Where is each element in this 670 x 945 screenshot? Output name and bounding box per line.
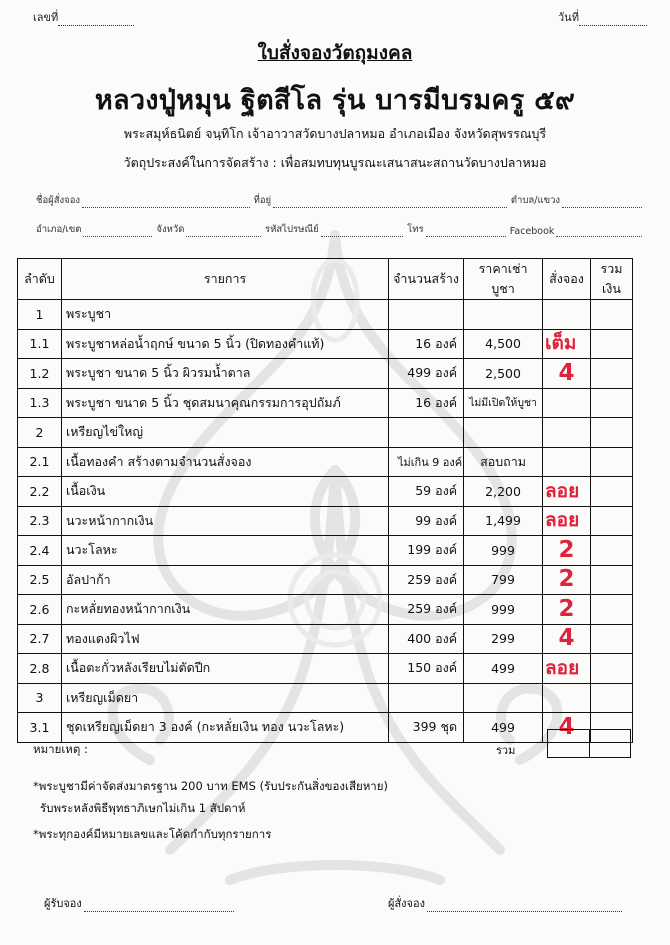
row-price: 999: [464, 536, 543, 566]
row-number: 1.2: [18, 359, 62, 389]
row-price: 499: [464, 654, 543, 684]
row-item: นวะหน้ากากเงิน: [61, 506, 388, 536]
row-quantity: [389, 683, 464, 713]
row-quantity: [389, 300, 464, 330]
row-order-mark: 2: [543, 565, 591, 595]
table-row: [18, 595, 633, 625]
table-row: [18, 565, 633, 595]
row-order-mark: [543, 683, 591, 713]
row-number: 3.1: [18, 713, 62, 743]
date-field: วันที่: [558, 8, 647, 26]
row-item: พระบูชา ขนาด 5 นิ้ว ชุดสมนาคุณกรรมการอุปถัมภ์: [61, 388, 388, 418]
note-3: *พระทุกองค์มีหมายเลขและโค้ดกำกับทุกรายการ: [33, 827, 272, 841]
row-item: เหรียญเม็ดยา: [61, 683, 388, 713]
col-header-price: ราคาเช่าบูชา: [464, 259, 543, 300]
row-price: [464, 683, 543, 713]
receiver-signature: ผู้รับจอง: [44, 894, 234, 912]
row-total: [591, 447, 633, 477]
subdistrict-field: ตำบล/แขวง: [511, 193, 642, 208]
total-label: รวม: [496, 744, 516, 757]
row-number: 2.6: [18, 595, 62, 625]
row-total: [591, 683, 633, 713]
row-number: 2.8: [18, 654, 62, 684]
notes-heading: หมายเหตุ :: [33, 742, 88, 756]
row-price: [464, 418, 543, 448]
district-field: อำเภอ/เขต: [36, 222, 152, 237]
row-number: 2.1: [18, 447, 62, 477]
row-number: 2.3: [18, 506, 62, 536]
row-number: 1.1: [18, 329, 62, 359]
row-quantity: [389, 418, 464, 448]
table-row: [18, 477, 633, 507]
row-total: [591, 506, 633, 536]
row-number: 3: [18, 683, 62, 713]
row-quantity: 59 องค์: [389, 477, 464, 507]
row-order-mark: 4: [543, 624, 591, 654]
row-price: 2,200: [464, 477, 543, 507]
purpose-line: วัตถุประสงค์ในการจัดสร้าง : เพื่อสมทบทุนบูรณะเสนาสนะสถานวัดบางปลาหมอ: [123, 155, 547, 170]
table-row: [18, 300, 633, 330]
row-quantity: 99 องค์: [389, 506, 464, 536]
row-quantity: 400 องค์: [389, 624, 464, 654]
row-number: 1: [18, 300, 62, 330]
row-item: เนื้อเงิน: [61, 477, 388, 507]
row-item: ทองแดงผิวไฟ: [61, 624, 388, 654]
col-header-order: สั่งจอง: [543, 259, 591, 300]
row-item: พระบูชา ขนาด 5 นิ้ว ผิวรมน้ำตาล: [61, 359, 388, 389]
row-order-mark: ลอย: [543, 654, 591, 684]
row-order-mark: ลอย: [543, 477, 591, 507]
col-header-quantity: จำนวนสร้าง: [389, 259, 464, 300]
row-quantity: 259 องค์: [389, 595, 464, 625]
table-row: [18, 388, 633, 418]
row-number: 2: [18, 418, 62, 448]
row-total: [591, 300, 633, 330]
col-header-total: รวมเงิน: [591, 259, 633, 300]
organizer-line: พระสมุห์ธนิตย์ จนฺทิโก เจ้าอาวาสวัดบางปลาหมอ อำเภอเมือง จังหวัดสุพรรณบุรี: [123, 126, 547, 141]
address-row-1: [36, 193, 642, 208]
row-number: 2.5: [18, 565, 62, 595]
orderer-name-field: ชื่อผู้สั่งจอง: [36, 193, 250, 208]
row-quantity: 199 องค์: [389, 536, 464, 566]
row-total: [591, 536, 633, 566]
row-order-mark: [543, 418, 591, 448]
note-2: รับพระหลังพิธีพุทธาภิเษกไม่เกิน 1 สัปดาห์: [40, 801, 246, 815]
row-item: เนื้อตะกั่วหลังเรียบไม่ตัดปีก: [61, 654, 388, 684]
orderer-signature: ผู้สั่งจอง: [388, 894, 622, 912]
row-price: 499: [464, 713, 543, 743]
row-item: เนื้อทองคำ สร้างตามจำนวนสั่งจอง: [61, 447, 388, 477]
row-order-mark: 2: [543, 595, 591, 625]
note-1: *พระบูชามีค่าจัดส่งมาตรฐาน 200 บาท EMS (รับประกันสิ่งของเสียหาย): [33, 779, 388, 793]
row-total: [591, 595, 633, 625]
row-item: อัลปาก้า: [61, 565, 388, 595]
total-box: [547, 729, 631, 758]
row-quantity: 16 องค์: [389, 388, 464, 418]
row-order-mark: [543, 300, 591, 330]
table-row: [18, 418, 633, 448]
doc-number-field: เลขที่: [33, 8, 134, 26]
row-item: กะหลั่ยทองหน้ากากเงิน: [61, 595, 388, 625]
row-order-mark: [543, 388, 591, 418]
row-order-mark: 4: [543, 713, 591, 743]
province-field: จังหวัด: [156, 222, 261, 237]
row-quantity: 259 องค์: [389, 565, 464, 595]
table-row: [18, 683, 633, 713]
edition-title: หลวงปู่หมุน ฐิตสีโล รุ่น บารมีบรมครู ๕๙: [94, 85, 576, 116]
row-number: 2.7: [18, 624, 62, 654]
items-table: [17, 258, 633, 743]
row-item: พระบูชาหล่อน้ำฤกษ์ ขนาด 5 นิ้ว (ปิดทองคำแท้): [61, 329, 388, 359]
table-row: [18, 359, 633, 389]
table-row: [18, 624, 633, 654]
row-quantity: 16 องค์: [389, 329, 464, 359]
row-number: 1.3: [18, 388, 62, 418]
table-row: [18, 329, 633, 359]
row-price: 999: [464, 595, 543, 625]
phone-field: โทร: [407, 222, 506, 237]
col-header-no: ลำดับ: [18, 259, 62, 300]
row-item: นวะโลหะ: [61, 536, 388, 566]
row-price: 2,500: [464, 359, 543, 389]
col-header-item: รายการ: [61, 259, 388, 300]
row-total: [591, 624, 633, 654]
row-quantity: 150 องค์: [389, 654, 464, 684]
table-row: [18, 713, 633, 743]
address-row-2: [36, 222, 642, 237]
row-order-mark: เต็ม: [543, 329, 591, 359]
row-item: ชุดเหรียญเม็ดยา 3 องค์ (กะหลั่ยเงิน ทอง นวะโลหะ): [61, 713, 388, 743]
row-total: [591, 359, 633, 389]
row-number: 2.4: [18, 536, 62, 566]
row-quantity: 499 องค์: [389, 359, 464, 389]
row-total: [591, 329, 633, 359]
table-row: [18, 536, 633, 566]
row-total: [591, 388, 633, 418]
row-price: 299: [464, 624, 543, 654]
table-row: [18, 447, 633, 477]
row-price: ไม่มีเปิดให้บูชา: [464, 388, 543, 418]
row-order-mark: ลอย: [543, 506, 591, 536]
row-price: [464, 300, 543, 330]
row-order-mark: 2: [543, 536, 591, 566]
row-number: 2.2: [18, 477, 62, 507]
table-header-row: [18, 259, 633, 300]
row-price: 4,500: [464, 329, 543, 359]
row-quantity: 399 ชุด: [389, 713, 464, 743]
row-price: 1,499: [464, 506, 543, 536]
table-row: [18, 654, 633, 684]
row-price: 799: [464, 565, 543, 595]
table-row: [18, 506, 633, 536]
address-field: ที่อยู่: [254, 193, 507, 208]
row-order-mark: [543, 447, 591, 477]
row-price: สอบถาม: [464, 447, 543, 477]
postcode-field: รหัสไปรษณีย์: [265, 222, 403, 237]
row-total: [591, 418, 633, 448]
row-total: [591, 565, 633, 595]
row-order-mark: 4: [543, 359, 591, 389]
row-item: เหรียญไข่ใหญ่: [61, 418, 388, 448]
form-title: ใบสั่งจองวัตถุมงคล: [257, 42, 413, 64]
row-quantity: ไม่เกิน 9 องค์: [389, 447, 464, 477]
row-total: [591, 477, 633, 507]
row-total: [591, 654, 633, 684]
facebook-field: Facebook: [510, 222, 642, 237]
row-item: พระบูชา: [61, 300, 388, 330]
